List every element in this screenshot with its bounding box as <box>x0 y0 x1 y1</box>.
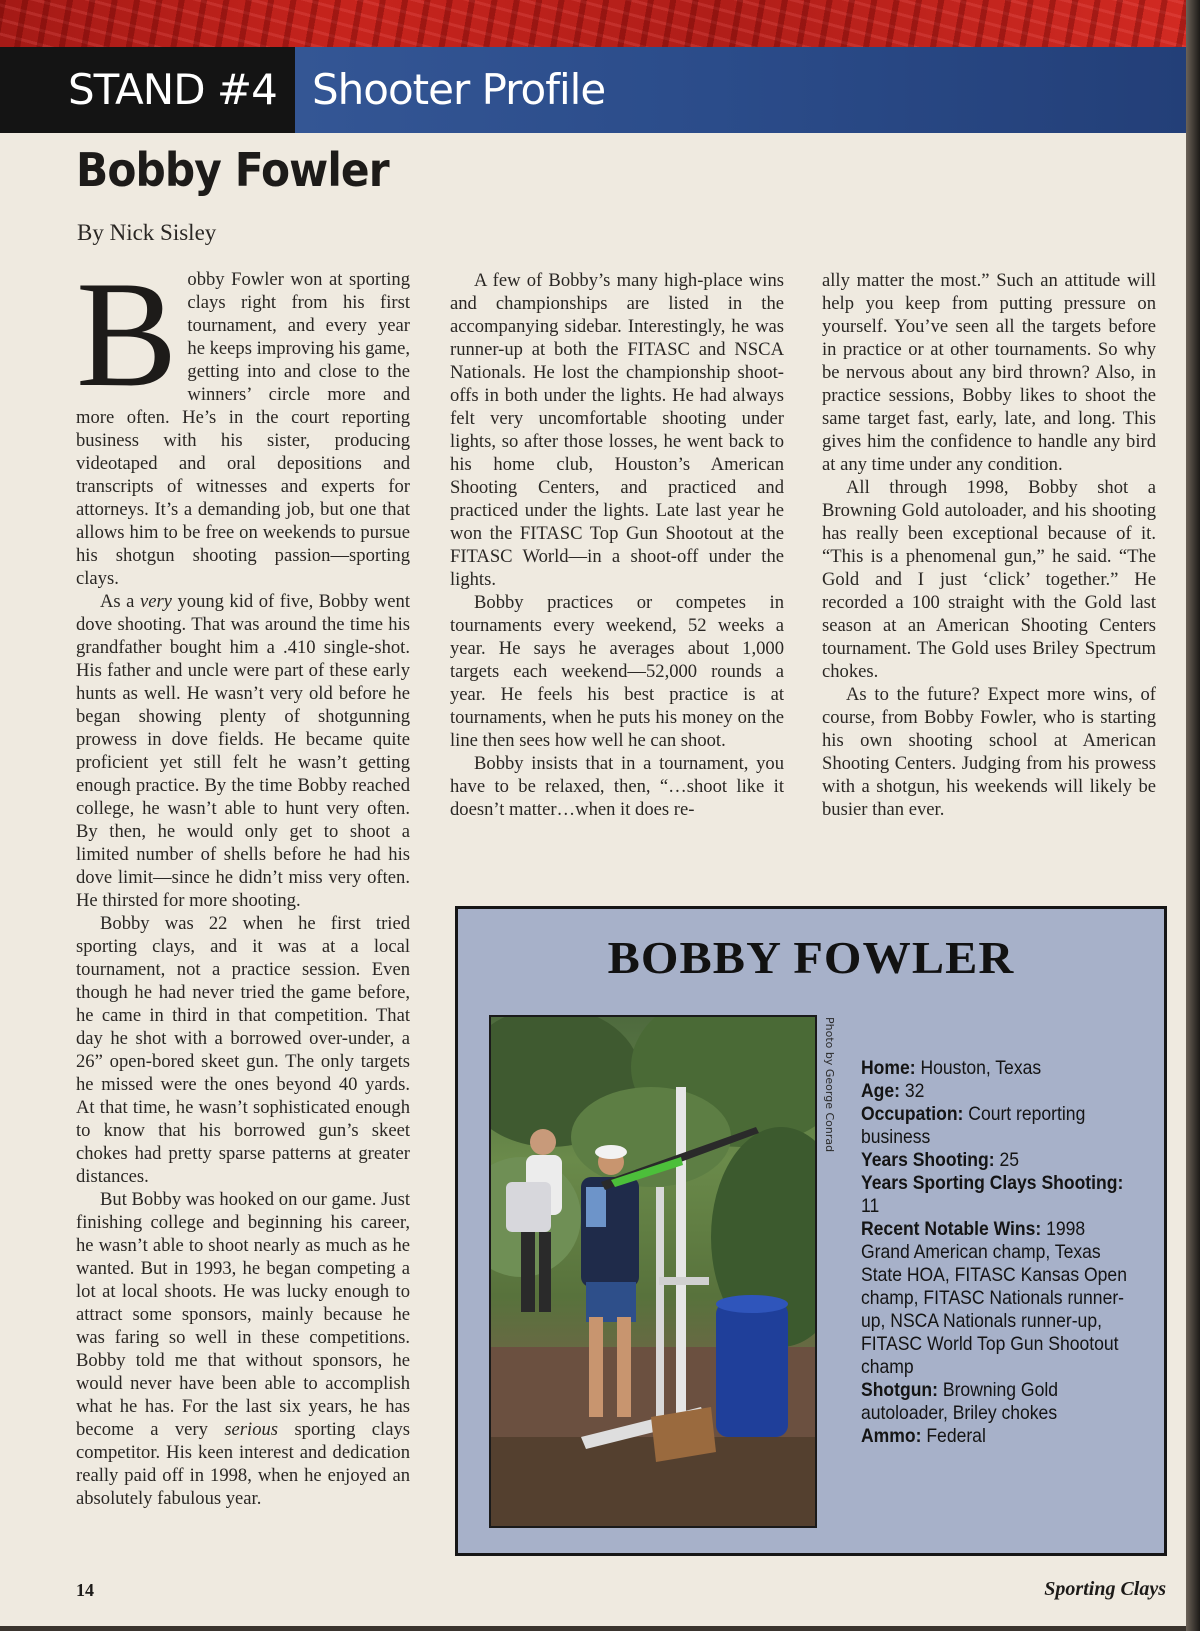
shooter-photo-illustration <box>491 1017 815 1526</box>
paragraph-text: young kid of five, Bobby went dove shooting. That was around the time his grandfather bought him a .410 single-shot. His father and uncle were part of these early hunts as well. He wasn’t very old before he began showing plenty of shotgunning prowess in dove fields. He became quite proficient yet still felt he wasn’t getting enough practice. By the time Bobby reached college, he wasn’t able to hunt very often. By then, he would only get to shoot a limited number of shells before he had his dove limit—since he didn’t miss very often. He thirsted for more shooting. <box>76 591 410 911</box>
article-title: Bobby Fowler <box>76 143 389 197</box>
paragraph: Bobby insists that in a tournament, you have to be relaxed, then, “…shoot like it doesn’t matter…when it does re- <box>450 753 784 820</box>
emphasis-text: serious <box>224 1419 279 1440</box>
fact-occupation: Occupation: Court reporting business <box>861 1103 1086 1148</box>
profile-sidebar <box>455 906 1167 1556</box>
paragraph: Bobby practices or competes in tournaments every weekend, 52 weeks a year. He says he averages about 1,000 targets each weekend—52,000 rounds a year. He feels his best practice is at tournaments, when he puts his money on the line then sees how well he can shoot. <box>450 592 784 751</box>
magazine-name: Sporting Clays <box>1044 1578 1166 1600</box>
fact-years-shooting: Years Shooting: 25 <box>861 1149 1020 1171</box>
paragraph: Bobby was 22 when he first tried sporting clays, and it was at a local tournament, not a practice session. Even though he had never tried the game before, he came in third in that competition. That day he shot with a borrowed over-under, a 26” open-bored skeet gun. The only targets he missed were the ones beyond 40 yards. At that time, he wasn’t sophisticated enough to know that his borrowed gun’s skeet chokes had pretty sparse patterns at greater distances. <box>76 913 410 1187</box>
page-number: 14 <box>76 1580 94 1600</box>
paragraph <box>76 250 410 590</box>
fact-shotgun: Shotgun: Browning Gold autoloader, Briley chokes <box>861 1379 1059 1424</box>
paragraph <box>76 1188 410 1510</box>
fact-ammo: Ammo: Federal <box>861 1425 986 1447</box>
sidebar-title: BOBBY FOWLER <box>607 932 1015 983</box>
fact-years-sporting-clays: Years Sporting Clays Shooting: 11 <box>861 1172 1124 1217</box>
paragraph: ally matter the most.” Such an attitude will help you keep from putting pressure on yourself. You’ve seen all the targets before in practice or at other tournaments. So why be nervous about any bird thrown? Also, in practice sessions, Bobby likes to shoot the same target fast, early, late, and long. This gives him the confidence to handle any bird at any time under any condition. <box>822 270 1156 475</box>
emphasis-text: very <box>139 591 172 612</box>
article-column-2 <box>450 269 784 821</box>
fact-home: Home: Houston, Texas <box>861 1057 1042 1079</box>
byline: By Nick Sisley <box>77 220 217 245</box>
paragraph: As to the future? Expect more wins, of course, from Bobby Fowler, who is starting his own shooting school at American Shooting Centers. Judging from his prowess with a shotgun, his weekends will likely be busier than ever. <box>822 684 1156 820</box>
fact-recent-wins: Recent Notable Wins: 1998 Grand American champ, Texas State HOA, FITASC Kansas Open champ, FITASC Nationals runner-up, NSCA Nationals runner-up, FITASC World Top Gun Shootout champ <box>861 1218 1127 1378</box>
article-column-1 <box>76 250 410 1510</box>
page-bottom-edge <box>0 1626 1186 1631</box>
paragraph-text: But Bobby was hooked on our game. Just finishing college and beginning his career, he wasn’t able to shoot nearly as much as he wanted. But in 1993, he began competing a lot at local shoots. He was lucky enough to attract some sponsors, mainly because he was faring so well in these competitions. Bobby told me that without sponsors, he would never have been able to accomplish what he has. For the last six years, he has become a very <box>76 1189 410 1440</box>
binding-shadow <box>1186 0 1200 1631</box>
paragraph-text: As a <box>100 591 140 612</box>
paragraph <box>76 590 410 912</box>
paragraph-text: obby Fowler won at sporting clays right from his first tournament, and every year he keeps improving his game, getting into and close to the winners’ circle more and more often. He’s in the court reporting business with his sister, producing videotaped and oral depositions and transcripts of witnesses and experts for attorneys. It’s a demanding job, but one that allows him to be free on weekends to pursue his shotgun shooting passion—sporting clays. <box>76 269 410 589</box>
drop-cap: B <box>76 250 178 418</box>
stand-label: STAND #4 <box>68 65 277 114</box>
header-photo-strip <box>0 0 1186 50</box>
photo-credit: Photo by George Conrad <box>823 1017 836 1153</box>
fact-age: Age: 32 <box>861 1080 925 1102</box>
section-label: Shooter Profile <box>312 65 606 114</box>
shooter-photo <box>489 1015 817 1528</box>
article-column-3 <box>822 269 1156 821</box>
profile-facts <box>861 1057 1131 1448</box>
paragraph: A few of Bobby’s many high-place wins and championships are listed in the accompanying sidebar. Interestingly, he was runner-up at both the FITASC and NSCA Nationals. He lost the championship shoot-offs in both under the lights. He had always felt very uncomfortable shooting under lights, so after those losses, he went back to his home club, Houston’s American Shooting Centers, and practiced and practiced under the lights. Late last year he won the FITASC Top Gun Shootout at the FITASC World—in a shoot-off under the lights. <box>450 270 784 590</box>
paragraph-text: sporting clays competitor. His keen interest and dedication really paid off in 1998, when he enjoyed an absolutely fabulous year. <box>76 1419 410 1509</box>
paragraph: All through 1998, Bobby shot a Browning Gold autoloader, and his shooting has really been exceptional because of it. “This is a phenomenal gun,” he said. “The Gold and I just ‘click’ together.” He recorded a 100 straight with the Gold last season at an American Shooting Centers tournament. The Gold uses Briley Spectrum chokes. <box>822 477 1156 682</box>
